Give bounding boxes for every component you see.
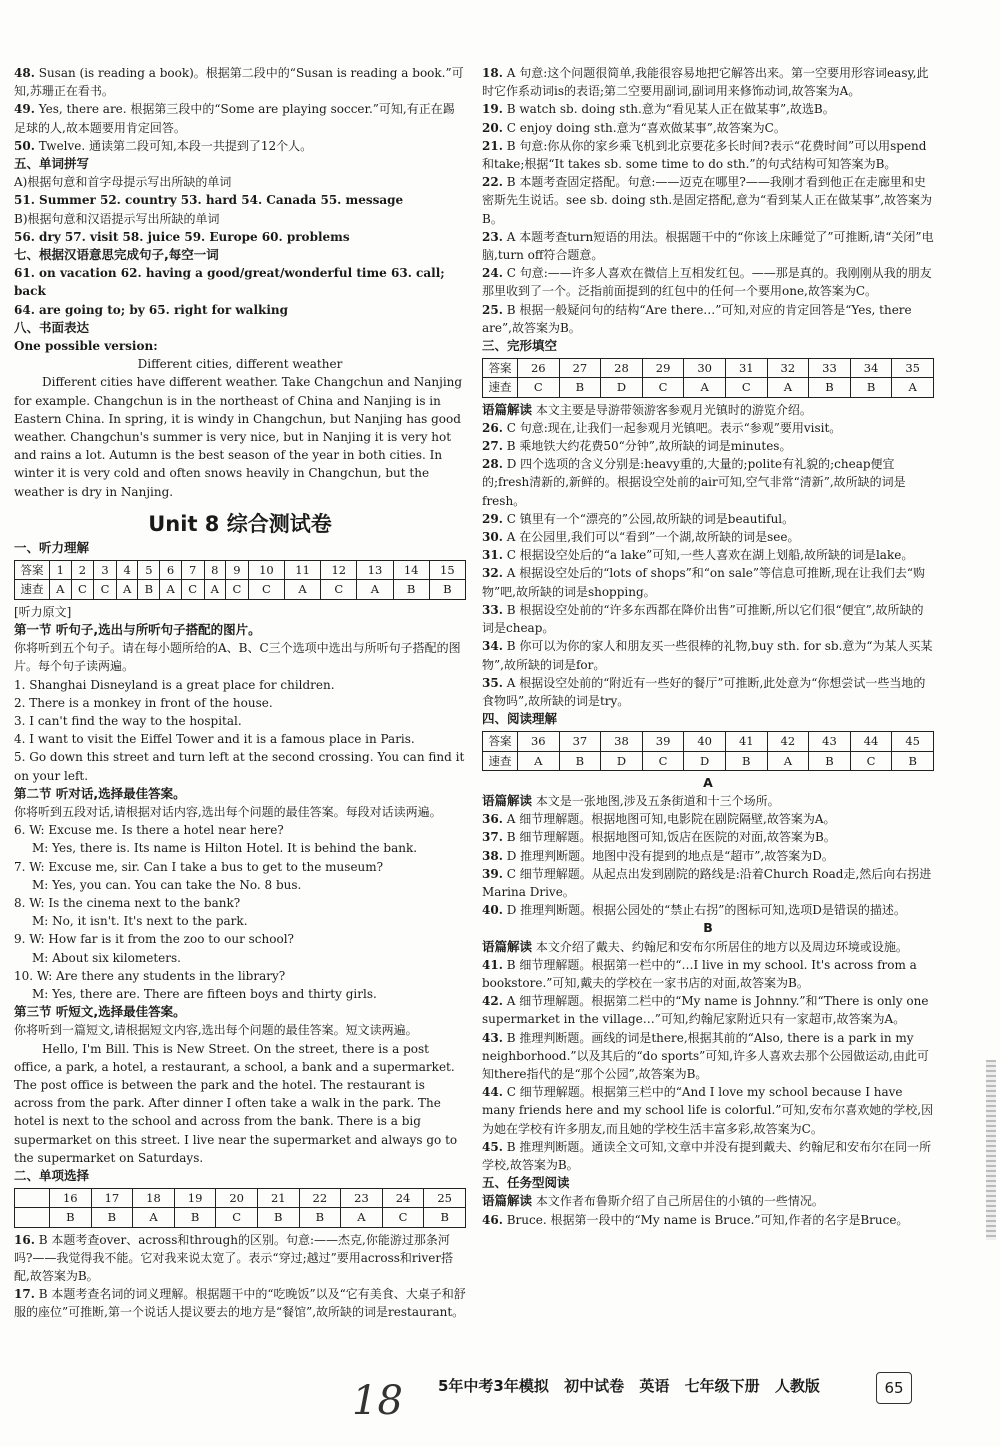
handwritten-number: 18 bbox=[352, 1378, 403, 1424]
instruction: 你将听到五个句子。请在每小题所给的A、B、C三个选项中选出与所听句子搭配的图片。每个句子读两遍。 bbox=[14, 641, 461, 674]
question-number-cell: 31 bbox=[725, 359, 767, 378]
question-number-cell: 27 bbox=[559, 359, 601, 378]
item-text: B 推理判断题。通读全文可知,文章中并没有提到戴夫、约翰尼和安布尔在同一所学校,故答案为B。 bbox=[482, 1139, 932, 1172]
answer-cell: C bbox=[248, 580, 284, 599]
item-text: C 细节理解题。根据第三栏中的“And I love my school because I have many friends here and my school life is colorful.”可知,安布尔喜欢她的学校,因为她在学校有许多朋友,而且她的学校生活丰富多彩,故答案为C。 bbox=[482, 1085, 934, 1136]
list-item bbox=[482, 564, 934, 600]
answer-cell: B bbox=[393, 580, 429, 599]
section-heading: 二、单项选择 bbox=[14, 1167, 90, 1183]
section-heading: 八、书面表达 bbox=[14, 319, 90, 335]
item-number: 22. bbox=[482, 175, 503, 190]
answer-cell: A bbox=[284, 580, 320, 599]
answer-cell: A bbox=[50, 580, 72, 599]
question-number-cell: 45 bbox=[892, 732, 934, 751]
answer-table bbox=[14, 1188, 466, 1227]
answer-cell: B bbox=[559, 751, 601, 770]
part-heading: 第三节 听短文,选择最佳答案。 bbox=[14, 1004, 186, 1020]
answer-line: 51. Summer 52. country 53. hard 54. Canada 55. message bbox=[14, 193, 404, 208]
version-label: One possible version: bbox=[14, 339, 158, 354]
list-item bbox=[482, 546, 934, 564]
item-number: 44. bbox=[482, 1085, 503, 1100]
left-column bbox=[14, 64, 466, 1322]
answer-cell: A bbox=[341, 1208, 383, 1227]
instruction: 你将听到一篇短文,请根据短文内容,选出每个问题的最佳答案。短文读两遍。 bbox=[14, 1023, 418, 1038]
list-item bbox=[482, 510, 934, 528]
question-number-cell: 23 bbox=[341, 1189, 383, 1208]
question-number-cell: 8 bbox=[204, 561, 226, 580]
list-item bbox=[482, 637, 934, 673]
answer-cell: C bbox=[642, 751, 684, 770]
answer-cell: B bbox=[174, 1208, 216, 1227]
item-number: 29. bbox=[482, 511, 503, 526]
answer-cell: B bbox=[809, 751, 851, 770]
footer-series: 5年中考3年模拟 bbox=[438, 1377, 549, 1395]
item-text: A 根据设空处后的“lots of shops”和“on sale”等信息可推断,现在让我们去“购物”吧,故所缺的词是shopping。 bbox=[482, 566, 925, 599]
question-number-cell: 13 bbox=[357, 561, 393, 580]
table-label: 答案 bbox=[483, 359, 518, 378]
question-number-cell: 20 bbox=[216, 1189, 258, 1208]
item-number: 18. bbox=[482, 66, 503, 80]
table-label: 答案 bbox=[15, 561, 50, 580]
answer-cell: A bbox=[684, 378, 726, 397]
question-number-cell: 22 bbox=[299, 1189, 341, 1208]
transcript-sentence: 2. There is a monkey in front of the house. bbox=[14, 695, 273, 710]
answer-cell: B bbox=[299, 1208, 341, 1227]
list-item: 46. Bruce. 根据第一段中的“My name is Bruce.”可知,作者的名字是Bruce。 bbox=[482, 1212, 909, 1227]
answer-cell: B bbox=[91, 1208, 133, 1227]
item-number: 36. bbox=[482, 812, 503, 827]
answer-cell: B bbox=[850, 378, 892, 397]
transcript-label: [听力原文] bbox=[14, 604, 72, 619]
item-text: C 句意:现在,让我们一起参观月光镇吧。表示“参观”要用visit。 bbox=[506, 420, 842, 435]
question-number-cell: 26 bbox=[518, 359, 560, 378]
item-number: 37. bbox=[482, 830, 503, 845]
answer-cell: B bbox=[257, 1208, 299, 1227]
item-number: 23. bbox=[482, 229, 503, 244]
transcript-sentence: 3. I can't find the way to the hospital. bbox=[14, 713, 242, 728]
question-number-cell: 35 bbox=[892, 359, 934, 378]
question-number-cell: 32 bbox=[767, 359, 809, 378]
footer-edition: 人教版 bbox=[774, 1377, 820, 1395]
transcript-sentence: 4. I want to visit the Eiffel Tower and it is a famous place in Paris. bbox=[14, 732, 415, 747]
question-number-cell: 40 bbox=[684, 732, 726, 751]
item-number: 21. bbox=[482, 138, 503, 153]
list-item bbox=[482, 228, 934, 264]
question-number-cell: 30 bbox=[684, 359, 726, 378]
right-column bbox=[482, 64, 934, 1229]
dialog-line-m: M: About six kilometers. bbox=[32, 950, 181, 965]
question-number-cell: 15 bbox=[429, 561, 465, 580]
answer-table bbox=[482, 358, 934, 397]
answer-items bbox=[482, 64, 934, 337]
answer-line: 56. dry 57. visit 58. juice 59. Europe 60. problems bbox=[14, 229, 350, 244]
answer-cell: B bbox=[429, 580, 465, 599]
item-number: 39. bbox=[482, 866, 503, 881]
list-item bbox=[482, 64, 934, 100]
top-items bbox=[14, 64, 466, 155]
item-number: 26. bbox=[482, 420, 503, 435]
answer-cell: B bbox=[892, 751, 934, 770]
answer-cell: B bbox=[138, 580, 160, 599]
question-number-cell: 2 bbox=[71, 561, 94, 580]
answer-table bbox=[14, 560, 466, 599]
dialog-line-m: M: Yes, there are. There are fifteen boys and thirty girls. bbox=[32, 986, 377, 1001]
question-number-cell: 24 bbox=[382, 1189, 424, 1208]
answer-cell: C bbox=[94, 580, 117, 599]
question-number-cell: 12 bbox=[321, 561, 357, 580]
answer-cell: D bbox=[601, 751, 643, 770]
item-text: B 推理判断题。画线的词是there,根据其前的“Also, there is a park in my neighborhood.”以及其后的“do sports”可知,许多人喜欢去那个公园做运动,由此可知there指代的是“那个公园”,故答案为B。 bbox=[482, 1030, 929, 1081]
question-number-cell: 36 bbox=[518, 732, 560, 751]
list-item bbox=[482, 100, 934, 118]
answer-items bbox=[482, 810, 934, 919]
item-number: 31. bbox=[482, 548, 503, 563]
question-number-cell: 3 bbox=[94, 561, 117, 580]
question-number-cell: 11 bbox=[284, 561, 320, 580]
item-number: 43. bbox=[482, 1030, 503, 1045]
transcript-sentence: 5. Go down this street and turn left at the second crossing. You can find it on your left. bbox=[14, 750, 465, 783]
item-text: B 根据设空处前的“许多东西都在降价出售”可推断,所以它们很“便宜”,故所缺的词是cheap。 bbox=[482, 602, 924, 636]
part-heading: 第二节 听对话,选择最佳答案。 bbox=[14, 785, 186, 801]
list-item bbox=[482, 601, 934, 637]
list-item bbox=[482, 865, 934, 901]
item-text: C 镇里有一个“漂亮的”公园,故所缺的词是beautiful。 bbox=[506, 511, 795, 526]
list-item bbox=[482, 674, 934, 710]
item-number: 19. bbox=[482, 102, 503, 117]
passage-intro: 语篇解读 本文作者布鲁斯介绍了自己所居住的小镇的一些情况。 bbox=[482, 1193, 824, 1209]
answer-cell: A bbox=[518, 751, 560, 770]
item-text: A 在公园里,我们可以“看到”一个湖,故所缺的词是see。 bbox=[506, 530, 800, 545]
answer-cell: C bbox=[850, 751, 892, 770]
table-label: 答案 bbox=[483, 732, 518, 751]
dialog-line-w: 10. W: Are there any students in the library? bbox=[14, 968, 286, 983]
answer-line: 64. are going to; by 65. right for walking bbox=[14, 302, 288, 317]
answer-cell: C bbox=[226, 580, 249, 599]
list-item bbox=[482, 455, 934, 510]
item-text: B watch sb. doing sth.意为“看见某人正在做某事”,故选B。 bbox=[506, 102, 835, 117]
list-item bbox=[482, 173, 934, 228]
question-number-cell: 6 bbox=[160, 561, 182, 580]
page-number: 65 bbox=[876, 1372, 912, 1404]
part-heading: 第一节 听句子,选出与所听句子搭配的图片。 bbox=[14, 621, 261, 637]
item-text: D 推理判断题。根据公园处的“禁止右拐”的图标可知,选项D是错误的描述。 bbox=[506, 903, 906, 918]
item-number: 45. bbox=[482, 1139, 503, 1154]
item-text: B 乘地铁大约花费50“分钟”,故所缺的词是minutes。 bbox=[506, 439, 792, 454]
dialog-line-w: 8. W: Is the cinema next to the bank? bbox=[14, 895, 241, 910]
answer-cell: C bbox=[216, 1208, 258, 1227]
question-number-cell: 28 bbox=[601, 359, 643, 378]
passage-intro: 语篇解读 本文介绍了戴夫、约翰尼和安布尔所居住的地方以及周边环境或设施。 bbox=[482, 938, 908, 954]
item-text: C 细节理解题。从起点出发到剧院的路线是:沿着Church Road走,然后向右拐进Marina Drive。 bbox=[482, 866, 932, 899]
footer-type: 初中试卷 bbox=[564, 1377, 625, 1395]
table-label: 速查 bbox=[483, 751, 518, 770]
item-text: C 根据设空处后的“a lake”可知,一些人喜欢在湖上划船,故所缺的词是lake。 bbox=[506, 548, 914, 563]
footer-subject: 英语 bbox=[639, 1377, 670, 1395]
answer-cell: A bbox=[116, 580, 138, 599]
answer-cell: B bbox=[725, 751, 767, 770]
item-number: 28. bbox=[482, 457, 503, 472]
essay-body: Different cities have different weather. Take Changchun and Nanjing for example. Changchun is in the northeast of China and Nanjing is in Eastern China. In spring, it is windy in Changchun, but Nanjing has good weather. Changchun's summer is very nice, but in Nanjing it is very hot and rains a lot. Autumn is the best season of the year in both cities. In winter it is very cold and often snows heavily in Changchun, but the weather is dry in Nanjing. bbox=[14, 375, 463, 499]
list-item bbox=[482, 992, 934, 1028]
item-number: 20. bbox=[482, 120, 503, 135]
table-label bbox=[15, 1189, 50, 1208]
passage-intro: 语篇解读 本文主要是导游带领游客参观月光镇时的游览介绍。 bbox=[482, 401, 812, 417]
answer-cell: A bbox=[892, 378, 934, 397]
item-text: B 根据一般疑问句的结构“Are there…”可知,对应的肯定回答是“Yes, there are”,故答案为B。 bbox=[482, 302, 912, 335]
item-number: 27. bbox=[482, 439, 503, 454]
item-text: B 你可以为你的家人和朋友买一些很棒的礼物,buy sth. for sb.意为“为某人买某物”,故所缺的词是for。 bbox=[482, 639, 933, 672]
item-number: 41. bbox=[482, 957, 503, 972]
list-item bbox=[482, 437, 934, 455]
question-number-cell: 43 bbox=[809, 732, 851, 751]
list-item bbox=[482, 419, 934, 437]
item-number: 35. bbox=[482, 675, 503, 690]
question-number-cell: 1 bbox=[50, 561, 72, 580]
item-text: A 本题考查turn短语的用法。根据题干中的“你该上床睡觉了”可推断,请“关闭”电脑,turn off符合题意。 bbox=[482, 229, 934, 263]
list-item: 50. Twelve. 通读第二段可知,本段一共提到了12个人。 bbox=[14, 138, 313, 153]
answer-cell: A bbox=[357, 580, 393, 599]
dialog-line-w: 6. W: Excuse me. Is there a hotel near here? bbox=[14, 823, 284, 838]
item-text: B 本题考查固定搭配。句意:——迈克在哪里?——我刚才看到他正在走廊里和史密斯先生说话。see sb. doing sth.是固定搭配,意为“看到某人正在做某事”,故答案为B。 bbox=[482, 175, 933, 226]
answer-cell: B bbox=[809, 378, 851, 397]
question-number-cell: 9 bbox=[226, 561, 249, 580]
answer-cell: D bbox=[684, 751, 726, 770]
item-text: A 细节理解题。根据第二栏中的“My name is Johnny.”和“There is only one supermarket in the village…”可知,约翰尼家附近只有一家超市,故答案为A。 bbox=[482, 994, 929, 1027]
answer-items bbox=[482, 956, 934, 1174]
sub-label: B)根据句意和汉语提示写出所缺的单词 bbox=[14, 211, 220, 226]
item-text: D 推理判断题。地图中没有提到的地点是“超市”,故答案为D。 bbox=[506, 848, 834, 863]
list-item bbox=[482, 847, 934, 865]
question-number-cell: 41 bbox=[725, 732, 767, 751]
question-number-cell: 29 bbox=[642, 359, 684, 378]
list-item bbox=[482, 264, 934, 300]
answer-cell: C bbox=[642, 378, 684, 397]
answer-cell: B bbox=[559, 378, 601, 397]
section-heading: 五、单词拼写 bbox=[14, 156, 90, 172]
item-number: 30. bbox=[482, 530, 503, 545]
dialog-line-m: M: Yes, there is. Its name is Hilton Hotel. It is behind the bank. bbox=[32, 841, 418, 856]
list-item bbox=[482, 901, 934, 919]
list-item bbox=[482, 810, 934, 828]
list-item bbox=[482, 528, 934, 546]
answer-cell: A bbox=[204, 580, 226, 599]
part-letter: B bbox=[703, 920, 713, 936]
list-item: 17. B 本题考查名词的词义理解。根据题干中的“吃晚饭”以及“它有美食、大桌子和舒服的座位”可推断,第一个说话人提议要去的地方是“餐馆”,故所缺的词是restaurant。 bbox=[14, 1287, 466, 1320]
item-number: 33. bbox=[482, 602, 503, 617]
list-item bbox=[482, 137, 934, 173]
question-number-cell: 44 bbox=[850, 732, 892, 751]
question-number-cell: 18 bbox=[133, 1189, 175, 1208]
question-number-cell: 10 bbox=[248, 561, 284, 580]
answer-cell: C bbox=[321, 580, 357, 599]
item-number: 24. bbox=[482, 266, 503, 281]
answer-cell: A bbox=[133, 1208, 175, 1227]
item-number: 40. bbox=[482, 903, 503, 918]
item-text: C enjoy doing sth.意为“喜欢做某事”,故答案为C。 bbox=[506, 120, 786, 135]
item-text: B 句意:你从你的家乡乘飞机到北京要花多长时间?表示“花费时间”可以用spend和take;根据“It takes sb. some time to do sth.”的句式结构可知答案为B。 bbox=[482, 138, 927, 172]
item-number: 32. bbox=[482, 566, 503, 581]
question-number-cell: 5 bbox=[138, 561, 160, 580]
question-number-cell: 14 bbox=[393, 561, 429, 580]
list-item: 16. B 本题考查over、across和through的区别。句意:——杰克,你能游过那条河吗?——我觉得我不能。它对我来说太宽了。表示“穿过;越过”要用across和river搭配,故答案为B。 bbox=[14, 1232, 454, 1283]
question-number-cell: 39 bbox=[642, 732, 684, 751]
answer-cell: C bbox=[181, 580, 204, 599]
list-item: 49. Yes, there are. 根据第三段中的“Some are playing soccer.”可知,有正在踢足球的人,故本题要用肯定回答。 bbox=[14, 102, 455, 135]
item-text: B 细节理解题。根据地图可知,饭店在医院的对面,故答案为B。 bbox=[506, 830, 836, 845]
list-item: 48. Susan (is reading a book)。根据第二段中的“Susan is reading a book.”可知,苏珊正在看书。 bbox=[14, 66, 464, 99]
section-heading: 三、完形填空 bbox=[482, 338, 558, 354]
question-number-cell: 21 bbox=[257, 1189, 299, 1208]
question-number-cell: 17 bbox=[91, 1189, 133, 1208]
answer-cell: A bbox=[767, 378, 809, 397]
answer-cell: A bbox=[160, 580, 182, 599]
item-text: A 根据设空处前的“附近有一些好的餐厅”可推断,此处意为“你想尝试一些当地的食物吗”,故所缺的词是try。 bbox=[482, 675, 926, 708]
question-number-cell: 37 bbox=[559, 732, 601, 751]
unit-title: Unit 8 综合测试卷 bbox=[148, 511, 332, 536]
dialogs bbox=[14, 821, 466, 1003]
table-label bbox=[15, 1208, 50, 1227]
answer-line: 61. on vacation 62. having a good/great/wonderful time 63. call; back bbox=[14, 266, 445, 299]
section-heading: 四、阅读理解 bbox=[482, 711, 558, 727]
footer-grade: 七年级下册 bbox=[684, 1377, 760, 1395]
question-number-cell: 25 bbox=[424, 1189, 466, 1208]
section-heading: 一、听力理解 bbox=[14, 540, 90, 556]
item-number: 34. bbox=[482, 639, 503, 654]
answer-items bbox=[482, 419, 934, 710]
dialog-line-m: M: Yes, you can. You can take the No. 8 bus. bbox=[32, 877, 302, 892]
dialog-line-w: 9. W: How far is it from the zoo to our school? bbox=[14, 932, 294, 947]
question-number-cell: 7 bbox=[181, 561, 204, 580]
dialog-line-m: M: No, it isn't. It's next to the park. bbox=[32, 914, 248, 929]
passage-intro: 语篇解读 本文是一张地图,涉及五条街道和十三个场所。 bbox=[482, 792, 780, 808]
section-heading: 七、根据汉语意思完成句子,每空一词 bbox=[14, 247, 219, 263]
question-number-cell: 34 bbox=[850, 359, 892, 378]
list-item bbox=[482, 301, 934, 337]
passage: Hello, I'm Bill. This is New Street. On the street, there is a post office, a park, a hotel, a restaurant, a school, a bank and a supermarket. The post office is between the park and the hotel. The restaurant is across from the park. After dinner I often take a walk in the park. The hotel is next to the school and across from the bank. There is a big supermarket on this street. I live near the supermarket and always go to the supermarket on Saturdays. bbox=[14, 1041, 458, 1165]
list-item bbox=[482, 1083, 934, 1138]
answer-cell: C bbox=[71, 580, 94, 599]
answer-cell: B bbox=[424, 1208, 466, 1227]
dialog-line-w: 7. W: Excuse me, sir. Can I take a bus to get to the museum? bbox=[14, 859, 384, 874]
question-number-cell: 42 bbox=[767, 732, 809, 751]
answer-cell: C bbox=[518, 378, 560, 397]
table-label: 速查 bbox=[483, 378, 518, 397]
table-label: 速查 bbox=[15, 580, 50, 599]
item-text: A 细节理解题。根据地图可知,电影院在剧院隔壁,故答案为A。 bbox=[506, 812, 836, 827]
question-number-cell: 33 bbox=[809, 359, 851, 378]
question-number-cell: 4 bbox=[116, 561, 138, 580]
list-item bbox=[482, 956, 934, 992]
answer-cell: C bbox=[382, 1208, 424, 1227]
part-letter: A bbox=[703, 774, 713, 790]
answer-cell: A bbox=[767, 751, 809, 770]
item-text: A 句意:这个问题很简单,我能很容易地把它解答出来。第一空要用形容词easy,此时它作系动词is的表语;第二空要用副词,副词用来修饰动词,故答案为A。 bbox=[482, 66, 929, 99]
essay-title: Different cities, different weather bbox=[137, 357, 343, 372]
answer-cell: B bbox=[50, 1208, 92, 1227]
item-text: C 句意:——许多人喜欢在微信上互相发红包。——那是真的。我刚刚从我的朋友那里收到了一个。泛指前面提到的红包中的任何一个要用one,故答案为C。 bbox=[482, 266, 932, 299]
transcript-sentence: 1. Shanghai Disneyland is a great place for children. bbox=[14, 677, 335, 692]
item-text: B 细节理解题。根据第一栏中的“…I live in my school. It's across from a bookstore.”可知,戴夫的学校在一家书店的对面,故答案为B。 bbox=[482, 957, 917, 990]
part1-items bbox=[14, 676, 466, 785]
answer-cell: C bbox=[725, 378, 767, 397]
item-number: 42. bbox=[482, 994, 503, 1009]
question-number-cell: 38 bbox=[601, 732, 643, 751]
answer-cell: D bbox=[601, 378, 643, 397]
section-heading: 五、任务型阅读 bbox=[482, 1175, 570, 1191]
list-item bbox=[482, 119, 934, 137]
item-number: 38. bbox=[482, 848, 503, 863]
list-item bbox=[482, 1138, 934, 1174]
page-edge-decoration bbox=[986, 1060, 996, 1240]
list-item bbox=[482, 828, 934, 846]
question-number-cell: 19 bbox=[174, 1189, 216, 1208]
instruction: 你将听到五段对话,请根据对话内容,选出每个问题的最佳答案。每段对话读两遍。 bbox=[14, 804, 442, 819]
sub-label: A)根据句意和首字母提示写出所缺的单词 bbox=[14, 175, 232, 190]
question-number-cell: 16 bbox=[50, 1189, 92, 1208]
item-number: 25. bbox=[482, 302, 503, 317]
list-item bbox=[482, 1029, 934, 1084]
item-text: D 四个选项的含义分别是:heavy重的,大量的;polite有礼貌的;cheap便宜的;fresh清新的,新鲜的。根据设空处前的air可知,空气非常“清新”,故所缺的词是fresh。 bbox=[482, 457, 906, 508]
answer-table bbox=[482, 731, 934, 770]
